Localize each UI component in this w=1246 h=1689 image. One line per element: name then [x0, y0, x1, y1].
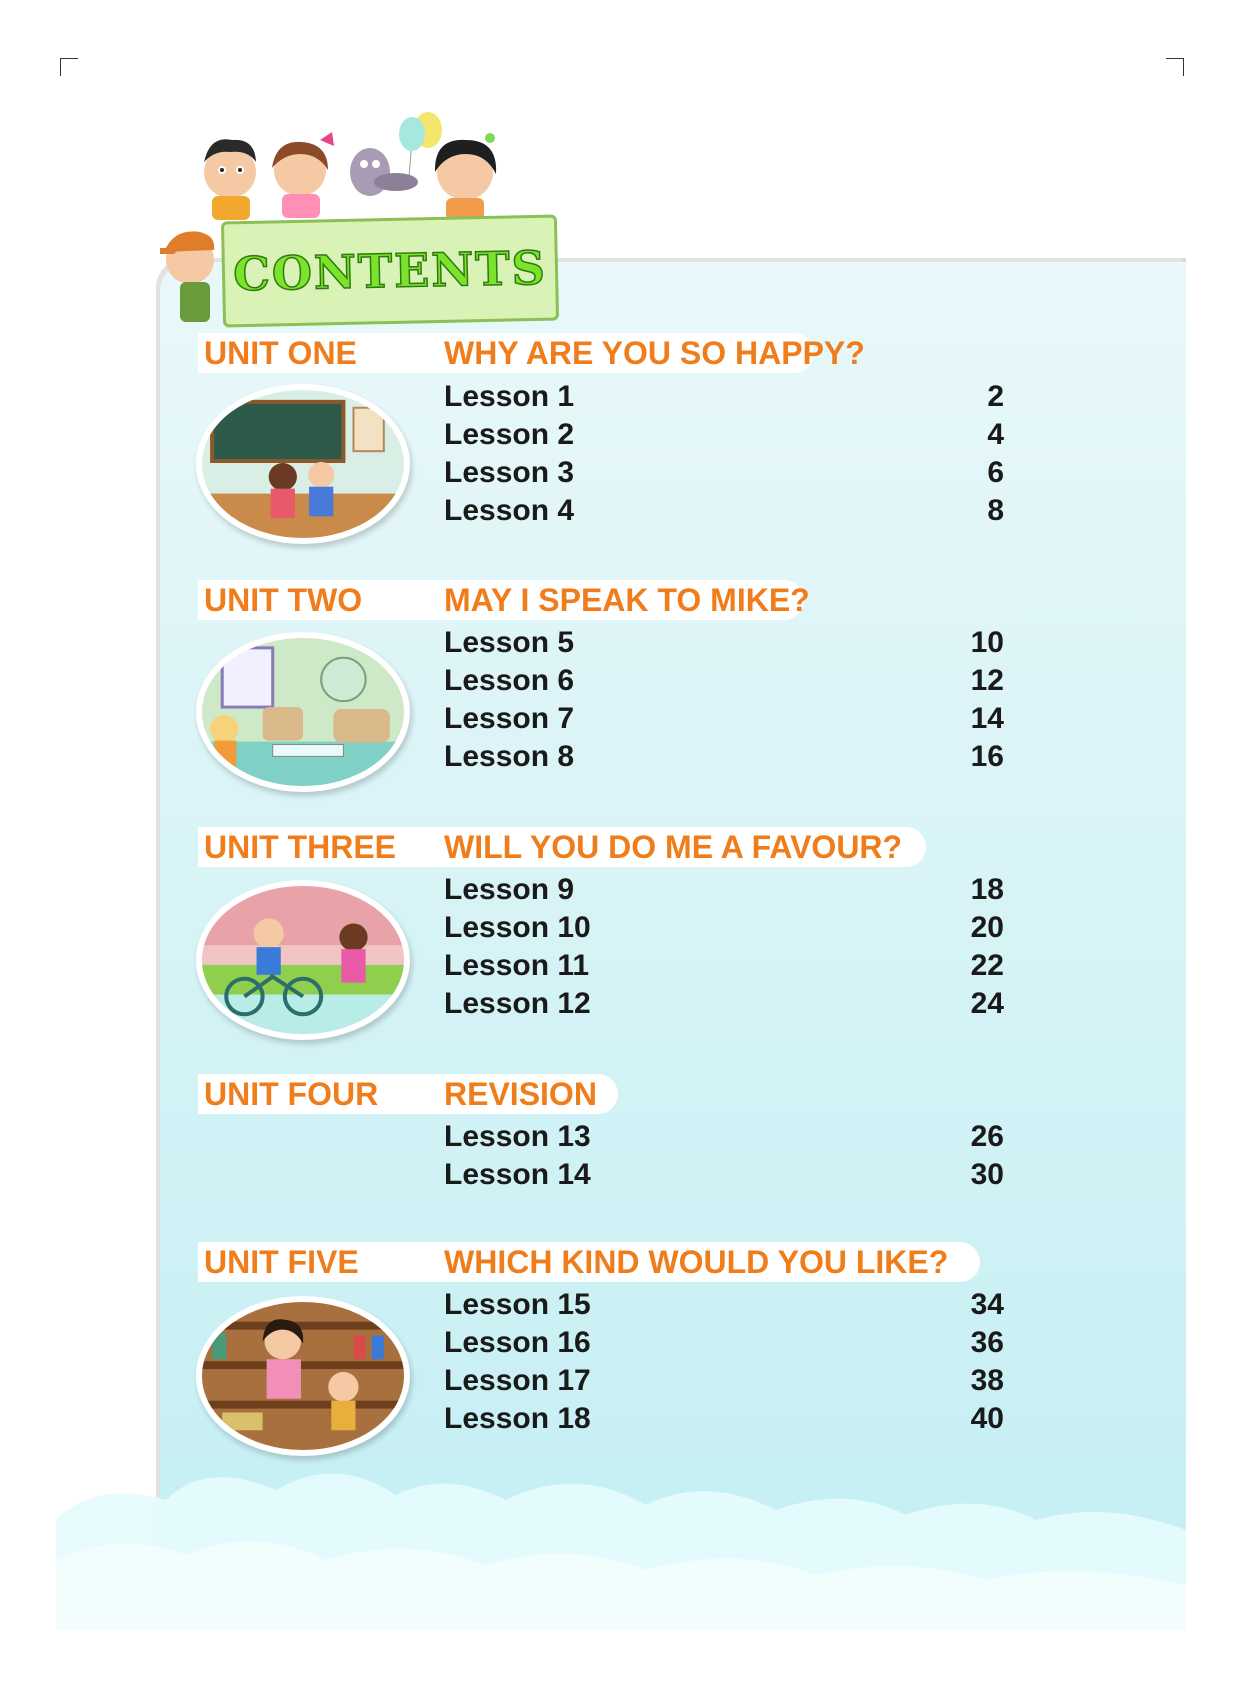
clouds-decoration	[56, 1460, 1186, 1630]
lesson-name: Lesson 15	[444, 1288, 591, 1321]
lesson-page: 38	[970, 1364, 1004, 1397]
lesson-page: 40	[970, 1402, 1004, 1435]
lesson-name: Lesson 9	[444, 873, 575, 906]
unit-label: UNIT TWO	[204, 582, 363, 618]
unit-title: REVISION	[444, 1076, 597, 1112]
lesson-row[interactable]	[444, 911, 1004, 949]
lesson-name: Lesson 5	[444, 626, 575, 659]
lesson-name: Lesson 18	[444, 1402, 591, 1435]
lesson-name: Lesson 2	[444, 418, 575, 451]
lesson-row[interactable]	[444, 456, 1004, 494]
lesson-row[interactable]	[444, 494, 1004, 532]
unit-title: WHY ARE YOU SO HAPPY?	[444, 335, 865, 371]
lesson-name: Lesson 13	[444, 1120, 591, 1153]
lesson-name: Lesson 10	[444, 911, 591, 944]
lesson-page: 36	[970, 1326, 1004, 1359]
crop-mark-top-left	[60, 58, 78, 76]
lesson-name: Lesson 8	[444, 740, 575, 773]
unit-label: UNIT FOUR	[204, 1076, 379, 1112]
unit-label: UNIT FIVE	[204, 1244, 359, 1280]
lesson-row[interactable]	[444, 740, 1004, 778]
living-room-illustration	[196, 632, 410, 792]
lesson-name: Lesson 12	[444, 987, 591, 1020]
contents-board	[221, 214, 559, 327]
lesson-page: 6	[987, 456, 1004, 489]
lesson-row[interactable]	[444, 626, 1004, 664]
lesson-name: Lesson 3	[444, 456, 575, 489]
unit-title: WHICH KIND WOULD YOU LIKE?	[444, 1244, 949, 1280]
lesson-row[interactable]	[444, 1120, 1004, 1158]
shop-illustration	[196, 1296, 410, 1456]
unit-title: MAY I SPEAK TO MIKE?	[444, 582, 810, 618]
lesson-page: 30	[970, 1158, 1004, 1191]
lesson-page: 20	[970, 911, 1004, 944]
unit-title: WILL YOU DO ME A FAVOUR?	[444, 829, 903, 865]
classroom-illustration	[196, 384, 410, 544]
lesson-name: Lesson 1	[444, 380, 575, 413]
lesson-name: Lesson 14	[444, 1158, 591, 1191]
lesson-page: 4	[987, 418, 1004, 451]
lesson-page: 16	[970, 740, 1004, 773]
unit-label: UNIT THREE	[204, 829, 396, 865]
lesson-row[interactable]	[444, 418, 1004, 456]
lesson-page: 2	[987, 380, 1004, 413]
lesson-row[interactable]	[444, 380, 1004, 418]
lesson-page: 8	[987, 494, 1004, 527]
lesson-page: 18	[970, 873, 1004, 906]
lesson-page: 22	[970, 949, 1004, 982]
bicycle-illustration	[196, 880, 410, 1040]
lesson-row[interactable]	[444, 1158, 1004, 1196]
lesson-name: Lesson 16	[444, 1326, 591, 1359]
lesson-page: 10	[970, 626, 1004, 659]
page-title: CONTENTS	[232, 240, 548, 302]
lesson-row[interactable]	[444, 1364, 1004, 1402]
lesson-page: 26	[970, 1120, 1004, 1153]
crop-mark-top-right	[1166, 58, 1184, 76]
lesson-row[interactable]	[444, 949, 1004, 987]
lesson-row[interactable]	[444, 873, 1004, 911]
unit-label: UNIT ONE	[204, 335, 357, 371]
lesson-name: Lesson 7	[444, 702, 575, 735]
lesson-page: 12	[970, 664, 1004, 697]
lesson-page: 14	[970, 702, 1004, 735]
lesson-page: 34	[970, 1288, 1004, 1321]
lesson-row[interactable]	[444, 1288, 1004, 1326]
lesson-name: Lesson 6	[444, 664, 575, 697]
lesson-row[interactable]	[444, 664, 1004, 702]
lesson-row[interactable]	[444, 1402, 1004, 1440]
lesson-name: Lesson 4	[444, 494, 575, 527]
lesson-row[interactable]	[444, 702, 1004, 740]
lesson-page: 24	[970, 987, 1004, 1020]
lesson-name: Lesson 11	[444, 949, 590, 982]
lesson-row[interactable]	[444, 1326, 1004, 1364]
lesson-row[interactable]	[444, 987, 1004, 1025]
lesson-name: Lesson 17	[444, 1364, 591, 1397]
